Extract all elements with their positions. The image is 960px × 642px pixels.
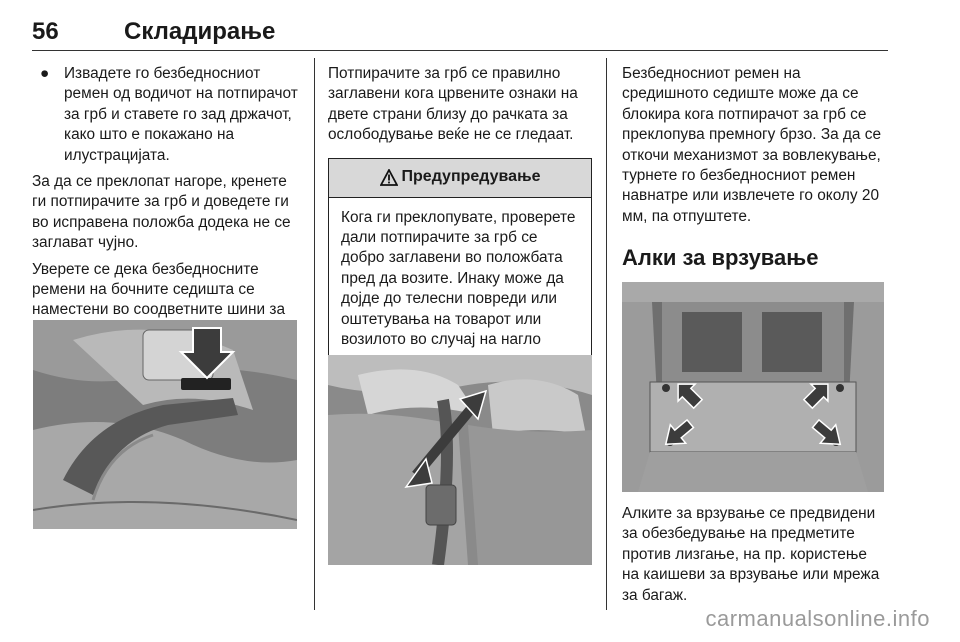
page-number: 56 bbox=[32, 18, 59, 45]
warning-triangle-icon bbox=[380, 169, 398, 186]
warning-header bbox=[329, 159, 591, 198]
column-divider bbox=[314, 58, 315, 610]
figure-lashing-eyes bbox=[622, 282, 884, 492]
backrest-illustration bbox=[328, 355, 592, 565]
column-divider bbox=[606, 58, 607, 610]
header-rule bbox=[32, 50, 888, 51]
belt-holder-illustration bbox=[33, 320, 297, 529]
page-header bbox=[32, 18, 888, 54]
bullet-text: Извадете го безбедносниот ремен од водичот на потпирачот за грб и ставете го зад држачот, како што е покажано на илустрацијата. bbox=[64, 65, 298, 164]
column-3-lower bbox=[622, 504, 886, 612]
paragraph: Уверете се дека безбедносните ремени на бочните седишта се наместени во соодветните шини за bbox=[32, 260, 286, 319]
bullet-item bbox=[32, 64, 300, 166]
section-title: Алки за врзување bbox=[622, 245, 819, 271]
figure-backrest bbox=[328, 355, 592, 565]
paragraph: Безбедносниот ремен на средишното седиште може да се блокира кога потпирачот за грб се преклопува премногу брзо. За да се откочи механизмот за вовлекување, турнете го безбедносниот ремен навнатре или извлечете го околу 20 мм, па отпуштете. bbox=[622, 65, 882, 225]
column-3 bbox=[622, 64, 886, 285]
paragraph: За да се преклопат нагоре, кренете ги потпирачите за грб и доведете ги во исправена положба додека не се заглават чујно. bbox=[32, 173, 291, 252]
warning-body: Кога ги преклопувате, проверете дали потпирачите за грб се добро заглавени во положбата пред да возите. Инаку може да дојде до телесни повреди или оштетувања на товарот или возилото во случај на нагло bbox=[341, 208, 576, 349]
paragraph: Потпирачите за грб се правилно заглавени кога црвените ознаки на двете страни близу до рачката за ослободување веќе не се гледаат. bbox=[328, 65, 578, 144]
chapter-title: Складирање bbox=[124, 18, 276, 45]
warning-box bbox=[328, 158, 592, 380]
column-2 bbox=[328, 64, 592, 380]
cargo-area-illustration bbox=[622, 282, 884, 492]
warning-title: Предупредување bbox=[401, 168, 541, 186]
figure-belt-holder bbox=[33, 320, 297, 529]
column-1 bbox=[32, 64, 300, 347]
bullet-dot: ● bbox=[40, 65, 50, 82]
paragraph: Алките за врзување се предвидени за обезбедување на предметите против лизгање, на пр. користење на каишеви за врзување или мрежа за багаж. bbox=[622, 505, 880, 604]
watermark: carmanualsonline.info bbox=[705, 606, 930, 631]
